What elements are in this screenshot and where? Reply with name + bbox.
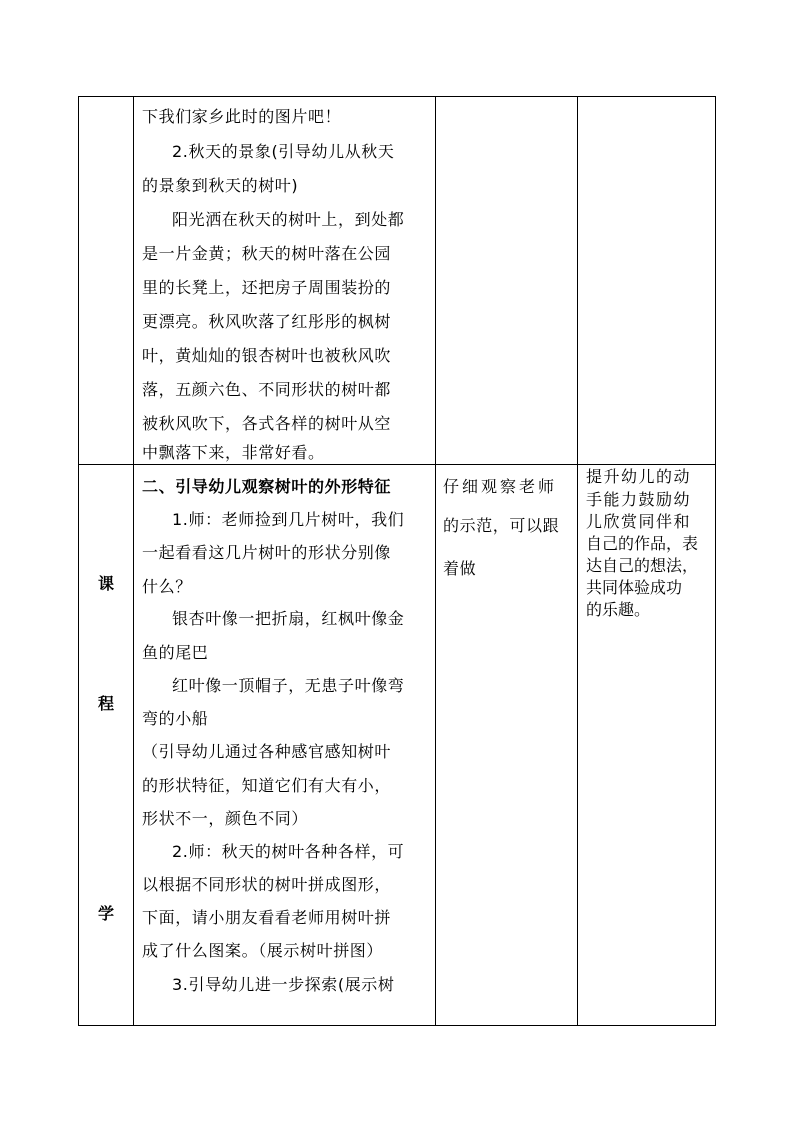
text-line: 仔细观察老师 [443,477,558,496]
text-line: 3.引导幼儿进一步探索(展示树 [172,975,395,994]
text-line: 2.秋天的景象(引导幼儿从秋天 [172,142,395,161]
text-line: 被秋风吹下，各式各样的树叶从空 [142,414,392,433]
side-label-char: 课 [98,574,115,593]
text-line: 的示范，可以跟 [443,516,560,535]
text-line: 1.师：老师捡到几片树叶，我们 [172,510,405,529]
text-line: 红叶像一顶帽子，无患子叶像弯 [172,676,405,695]
text-line: 鱼的尾巴 [142,643,209,662]
text-line: 里的长凳上，还把房子周围装扮的 [142,278,392,297]
table-col-divider-3 [577,96,578,1026]
text-line: 形状不一，颜色不同） [142,809,309,828]
text-line: 的景象到秋天的树叶) [142,176,299,195]
text-line: 落，五颜六色、不同形状的树叶都 [142,380,392,399]
text-line: 提升幼儿的动 [586,467,692,486]
table-col-divider-1 [133,96,134,1026]
text-line: 下我们家乡此时的图片吧！ [142,107,342,126]
text-line: （引导幼儿通过各种感官感知树叶 [142,742,392,761]
text-line: 2.师：秋天的树叶各种各样，可 [172,842,405,861]
text-line: 什么？ [142,577,192,596]
text-line: 一起看看这几片树叶的形状分别像 [142,543,392,562]
text-line: 以根据不同形状的树叶拼成图形， [142,875,392,894]
table-left-border [78,96,79,1026]
text-line: 是一片金黄；秋天的树叶落在公园 [142,244,392,263]
table-bottom-border [78,1025,716,1026]
text-line: 银杏叶像一把折扇，红枫叶像金 [172,609,405,628]
text-line: 手能力鼓励幼 [586,490,692,509]
text-line: 成了什么图案。（展示树叶拼图） [142,941,384,960]
table-col-divider-2 [435,96,436,1026]
text-line: 弯的小船 [142,709,209,728]
side-label-char: 程 [98,694,115,713]
text-line: 儿欣赏同伴和 [586,512,692,531]
text-line: 中飘落下来，非常好看。 [142,443,325,462]
side-label-char: 学 [98,904,115,923]
table-right-border [715,96,716,1026]
text-line: 的形状特征，知道它们有大有小， [142,776,392,795]
text-line: 着做 [443,559,477,578]
text-line: 阳光洒在秋天的树叶上，到处都 [172,210,405,229]
text-line: 叶，黄灿灿的银杏树叶也被秋风吹 [142,346,392,365]
text-line: 更漂亮。秋风吹落了红彤彤的枫树 [142,312,392,331]
table-top-border [78,96,716,97]
text-line: 的乐趣。 [586,600,651,619]
text-line: 达自己的想法， [586,556,699,575]
text-line: 下面，请小朋友看看老师用树叶拼 [142,908,392,927]
section-heading: 二、引导幼儿观察树叶的外形特征 [142,477,392,496]
text-line: 共同体验成功 [586,578,683,597]
text-line: 自己的作品，表 [586,534,699,553]
